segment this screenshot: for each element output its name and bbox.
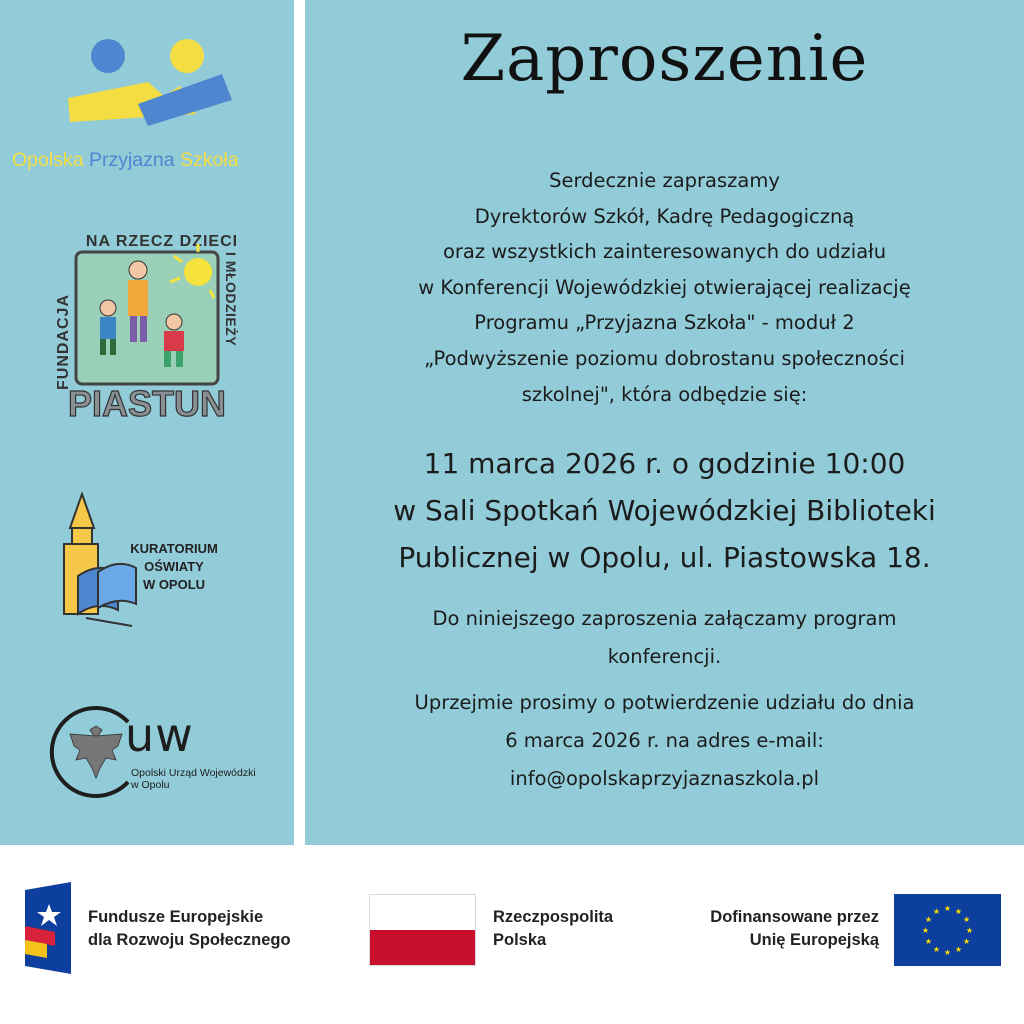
kuratorium-line-1: KURATORIUM	[130, 541, 218, 556]
eu-star-icon: ★	[954, 945, 963, 955]
eu-star-icon: ★	[965, 926, 974, 935]
eu-star-icon: ★	[932, 945, 941, 955]
ops-word-1: Opolska	[12, 149, 84, 171]
rp-line-2: Polska	[493, 931, 547, 949]
invitation-intro	[305, 163, 1024, 412]
rp-text	[493, 906, 613, 952]
fe-text	[88, 906, 291, 952]
piastun-left-text: FUNDACJA	[55, 294, 72, 390]
poland-flag-icon	[369, 894, 476, 966]
eu-star-icon: ★	[954, 906, 963, 916]
cuw-subtitle-line-2: w Opolu	[131, 779, 170, 791]
rp-line-1: Rzeczpospolita	[493, 908, 614, 926]
event-line: w Sali Spotkań Wojewódzkiej Biblioteki	[393, 494, 936, 527]
kuratorium-line-3: W OPOLU	[142, 577, 206, 592]
confirmation-line: 6 marca 2026 r. na adres e-mail:	[505, 729, 824, 752]
kuratorium-line-2: OŚWIATY	[144, 559, 204, 574]
event-line: 11 marca 2026 r. o godzinie 10:00	[423, 447, 906, 480]
eu-star-icon: ★	[943, 904, 952, 913]
attachment-line: Do niniejszego zaproszenia załączamy program	[432, 607, 897, 630]
eu-star-icon: ★	[963, 915, 971, 924]
piastun-right-text: I MŁODZIEŻY	[223, 252, 239, 347]
eu-line-2: Unię Europejską	[749, 931, 879, 949]
eu-text	[672, 906, 879, 952]
eu-star-icon: ★	[963, 937, 971, 946]
confirmation-request	[305, 684, 1024, 798]
intro-line: oraz wszystkich zainteresowanych do udziału	[442, 240, 887, 264]
invitation-title: Zaproszenie	[460, 22, 869, 96]
fe-line-2: dla Rozwoju Społecznego	[88, 931, 291, 949]
kuratorium-text	[118, 540, 230, 594]
ops-word-3: Szkoła	[180, 149, 239, 171]
intro-line: Dyrektorów Szkół, Kadrę Pedagogiczną	[474, 204, 855, 228]
ops-word-2: Przyjazna	[88, 149, 175, 171]
contact-email: info@opolskaprzyjaznaszkola.pl	[509, 767, 820, 790]
piastun-bottom-text: PIASTUN	[67, 383, 227, 424]
eu-line-1: Dofinansowane przez	[710, 908, 879, 926]
people-shapes-icon	[40, 30, 260, 140]
panel-divider	[294, 0, 305, 845]
eu-star-icon: ★	[943, 948, 952, 957]
attachment-line: konferencji.	[607, 645, 722, 668]
event-details	[305, 440, 1024, 581]
attachment-note	[305, 600, 1024, 676]
event-line: Publicznej w Opolu, ul. Piastowska 18.	[398, 541, 931, 574]
fe-line-1: Fundusze Europejskie	[88, 908, 264, 926]
intro-line: Programu „Przyjazna Szkoła" - moduł 2	[474, 311, 855, 335]
eu-flag-icon	[894, 894, 1001, 966]
piastun-top-text: NA RZECZ DZIECI	[85, 233, 239, 250]
cuw-subtitle	[131, 767, 256, 791]
ops-logo-text	[12, 149, 287, 172]
eu-star-icon: ★	[924, 915, 932, 924]
cuw-subtitle-line-1: Opolski Urząd Wojewódzki	[131, 767, 256, 779]
fe-logo-icon	[25, 882, 73, 974]
eu-star-icon: ★	[921, 926, 930, 935]
intro-line: w Konferencji Wojewódzkiej otwierającej realizację	[418, 275, 911, 299]
confirmation-line: Uprzejmie prosimy o potwierdzenie udziału do dnia	[414, 691, 915, 714]
cuw-letters: uw	[125, 708, 194, 762]
intro-line: Serdecznie zapraszamy	[549, 169, 780, 192]
intro-line: „Podwyższenie poziomu dobrostanu społeczności	[424, 346, 905, 370]
eu-star-icon: ★	[932, 906, 941, 916]
intro-line: szkolnej", która odbędzie się:	[521, 382, 808, 406]
eu-star-icon: ★	[924, 937, 932, 946]
children-drawing-icon	[52, 230, 242, 425]
